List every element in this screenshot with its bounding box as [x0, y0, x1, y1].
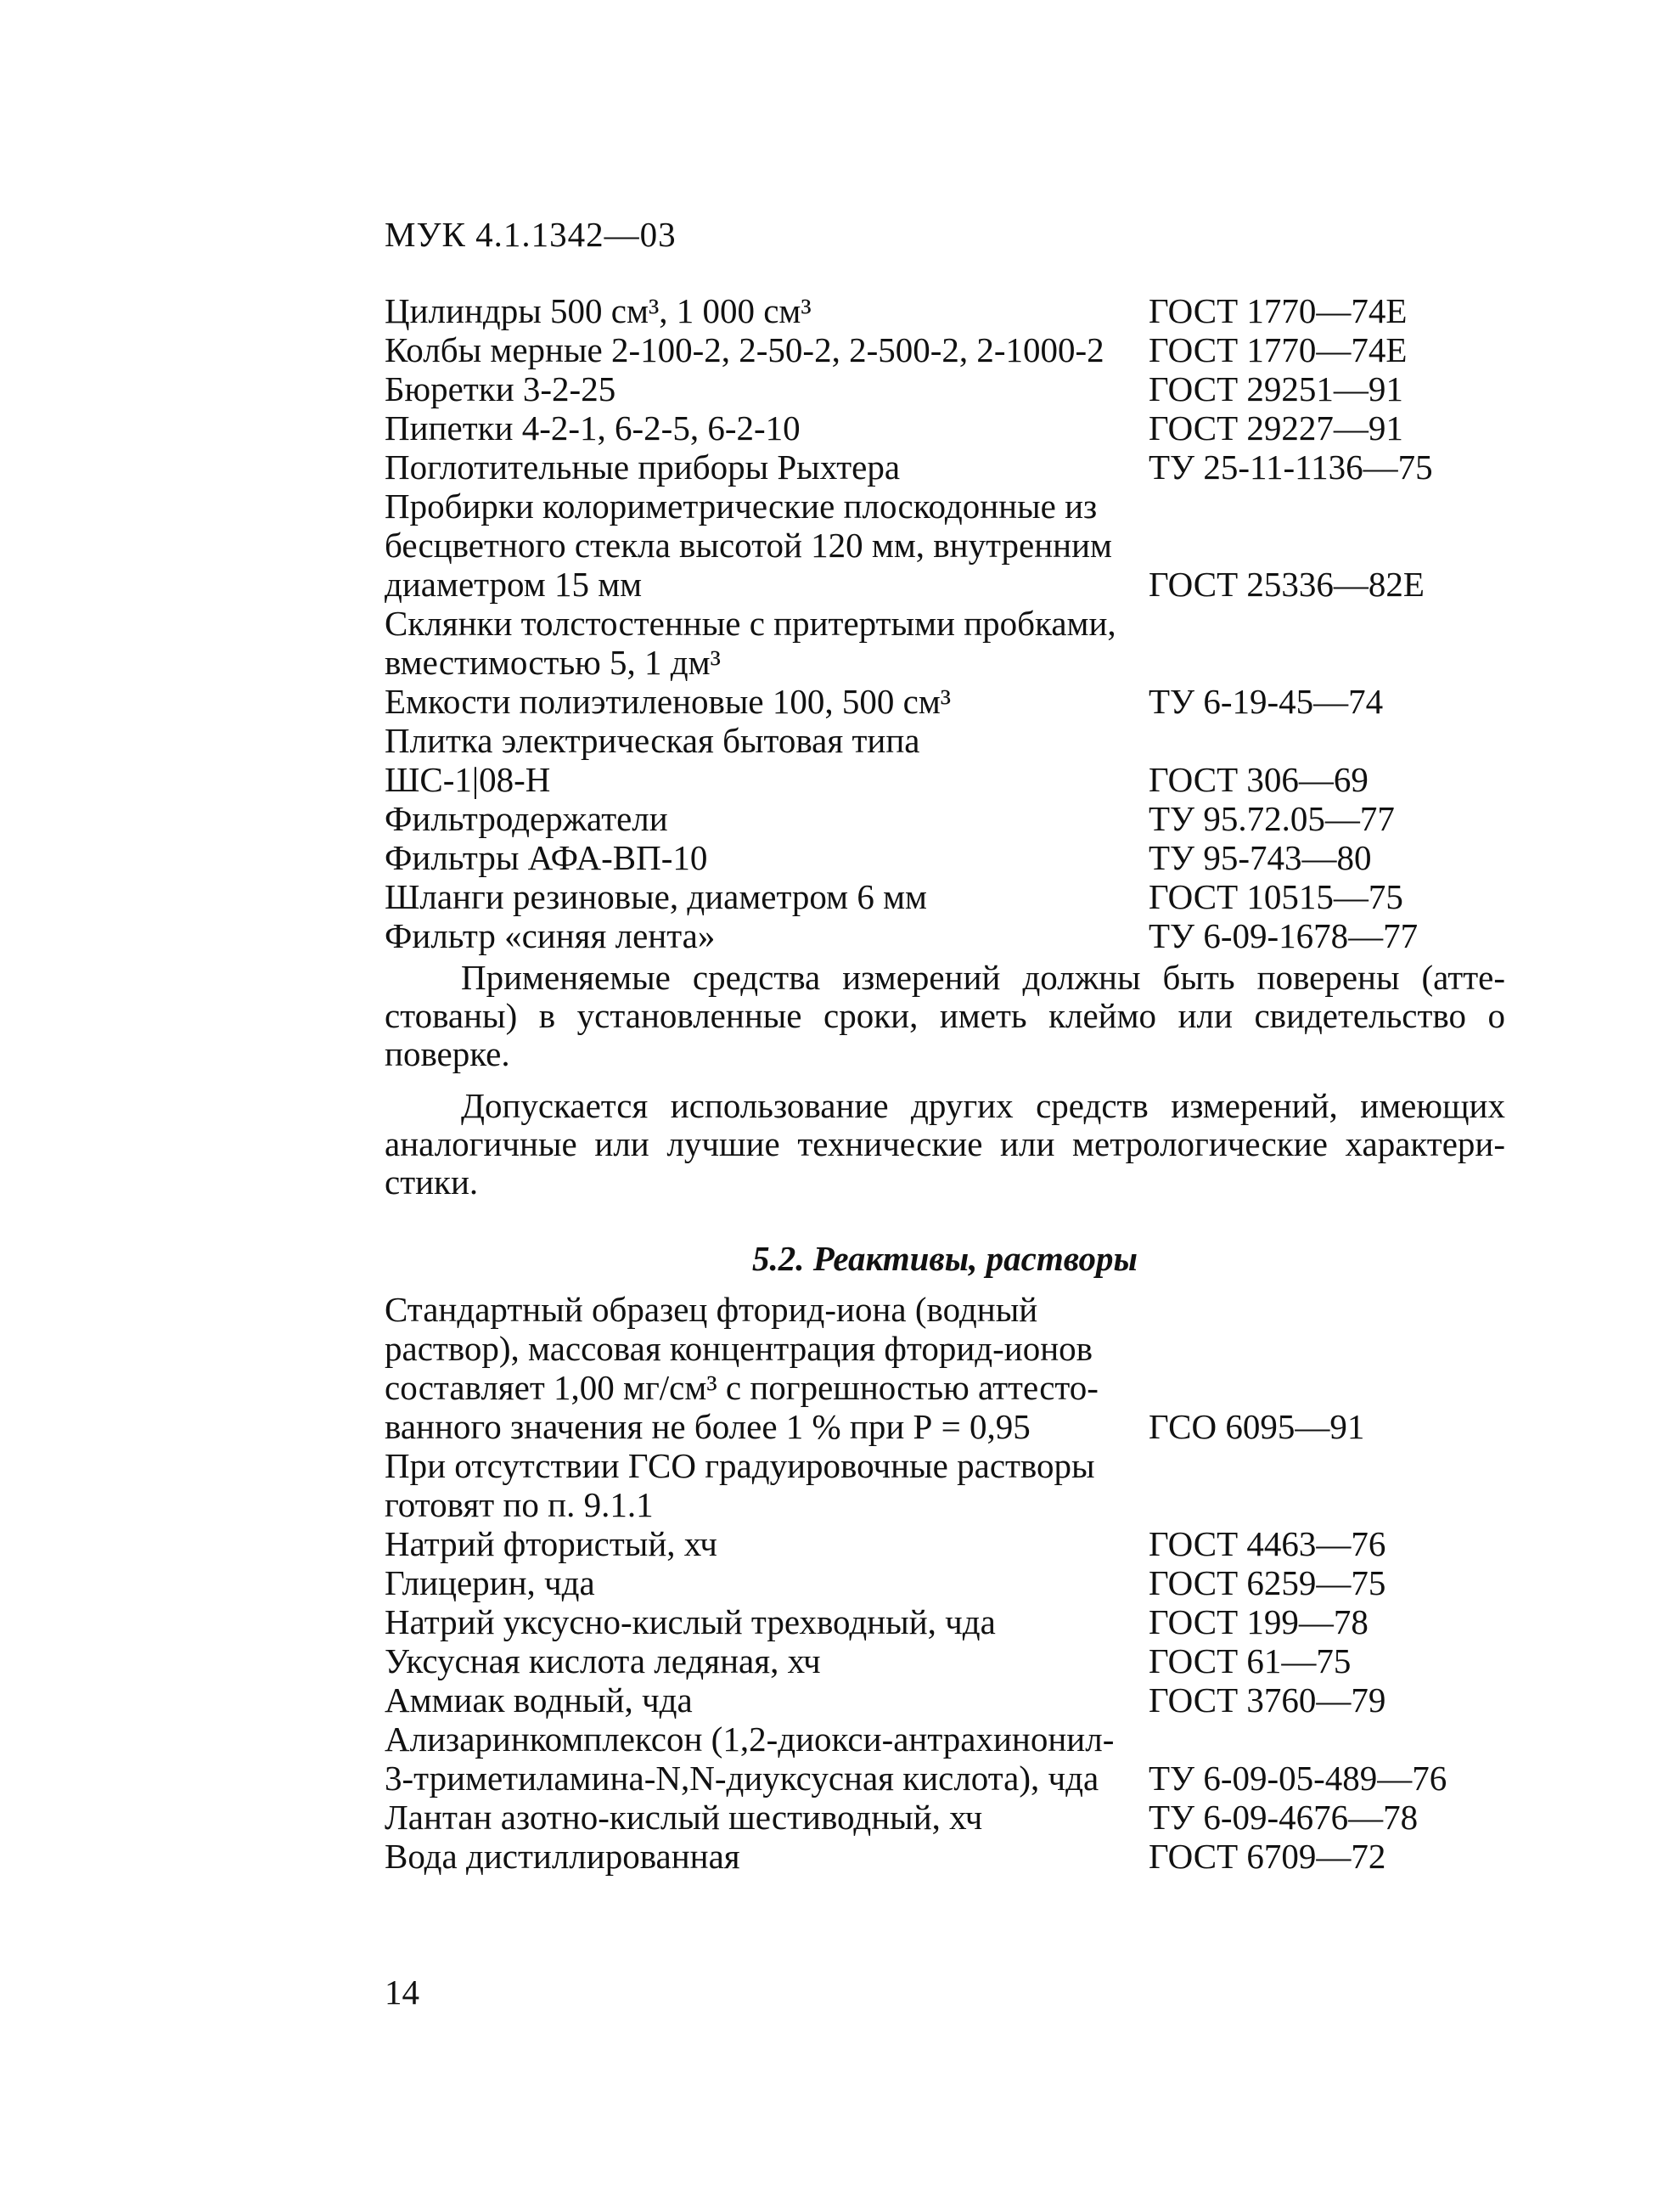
reagents-list — [385, 1290, 1505, 1876]
section-title: 5.2. Реактивы, растворы — [752, 1239, 1138, 1278]
reagent-row — [385, 1524, 1505, 1563]
equipment-item: Емкости полиэтиленовые 100, 500 см³ — [385, 682, 952, 721]
reagent-row — [385, 1798, 1505, 1837]
reagent-row — [385, 1720, 1505, 1798]
equipment-item: Шланги резиновые, диаметром 6 мм — [385, 877, 927, 916]
equipment-item: Плитка электрическая бытовая типа ШС-1|08-Н — [385, 721, 920, 799]
equipment-row — [385, 877, 1505, 916]
reagent-row — [385, 1602, 1505, 1641]
equipment-row — [385, 330, 1505, 369]
equipment-list — [385, 291, 1505, 955]
equipment-row — [385, 408, 1505, 447]
equipment-item: Цилиндры 500 см³, 1 000 см³ — [385, 291, 812, 330]
equipment-standard: ГОСТ 29251—91 — [1149, 369, 1403, 408]
equipment-row — [385, 916, 1505, 955]
equipment-item: Фильтродержатели — [385, 799, 668, 838]
equipment-standard: ГОСТ 306—69 — [1149, 760, 1369, 799]
equipment-item: Фильтры АФА-ВП-10 — [385, 838, 708, 877]
reagent-item: Аммиак водный, чда — [385, 1680, 693, 1720]
equipment-row — [385, 799, 1505, 838]
equipment-row — [385, 447, 1505, 487]
reagent-standard: ТУ 6-09-05-489—76 — [1149, 1759, 1447, 1798]
equipment-standard: ГОСТ 1770—74Е — [1149, 330, 1408, 369]
equipment-row — [385, 838, 1505, 877]
equipment-standard: ГОСТ 29227—91 — [1149, 408, 1403, 447]
reagent-standard: ГОСТ 3760—79 — [1149, 1680, 1386, 1720]
page-content — [385, 291, 1505, 1876]
reagent-standard: ГОСТ 4463—76 — [1149, 1524, 1386, 1563]
reagent-item: Уксусная кислота ледяная, хч — [385, 1641, 821, 1680]
reagent-row — [385, 1563, 1505, 1602]
equipment-item: Поглотительные приборы Рыхтера — [385, 447, 901, 487]
reagent-item: При отсутствии ГСО градуировочные растворы готовят по п. 9.1.1 — [385, 1446, 1095, 1524]
document-code-header: МУК 4.1.1342—03 — [385, 215, 677, 254]
equipment-standard: ТУ 95-743—80 — [1149, 838, 1372, 877]
equipment-item: Бюретки 3-2-25 — [385, 369, 616, 408]
reagent-standard: ГОСТ 6709—72 — [1149, 1837, 1386, 1876]
reagent-item: Лантан азотно-кислый шестиводный, хч — [385, 1798, 983, 1837]
alternatives-paragraph: Допускается использование других средств измерений, имеющих аналогичные или лучшие технические или метрологические характеристики. — [385, 1086, 1505, 1202]
equipment-row — [385, 291, 1505, 330]
reagent-standard: ГОСТ 199—78 — [1149, 1602, 1369, 1641]
equipment-item: Пробирки колориметрические плоскодонные из бесцветного стекла высотой 120 мм, внутренним диаметром 15 мм — [385, 487, 1112, 604]
equipment-row — [385, 721, 1505, 799]
reagent-row — [385, 1446, 1505, 1524]
reagent-item: Натрий уксусно-кислый трехводный, чда — [385, 1602, 996, 1641]
reagent-item: Вода дистиллированная — [385, 1837, 740, 1876]
reagent-standard: ГОСТ 61—75 — [1149, 1641, 1352, 1680]
reagent-standard: ТУ 6-09-4676—78 — [1149, 1798, 1419, 1837]
equipment-standard: ГОСТ 25336—82Е — [1149, 565, 1425, 604]
equipment-item: Пипетки 4-2-1, 6-2-5, 6-2-10 — [385, 408, 801, 447]
reagent-row — [385, 1290, 1505, 1446]
reagent-item: Стандартный образец фторид-иона (водный раствор), массовая концентрация фторид-ионов составляет 1,00 мг/см³ с погрешностью аттесто- ванного значения не более 1 % при Р = 0,95 — [385, 1290, 1099, 1446]
equipment-standard: ТУ 25-11-1136—75 — [1149, 447, 1433, 487]
equipment-standard: ГОСТ 1770—74Е — [1149, 291, 1408, 330]
equipment-row — [385, 682, 1505, 721]
reagent-standard: ГСО 6095—91 — [1149, 1407, 1365, 1446]
reagent-row — [385, 1680, 1505, 1720]
reagent-item: Ализаринкомплексон (1,2-диокси-антрахинонил- 3-триметиламина-N,N-диуксусная кислота), чда — [385, 1720, 1115, 1798]
equipment-row — [385, 369, 1505, 408]
page-number: 14 — [385, 1973, 419, 2012]
equipment-row — [385, 604, 1505, 682]
verification-paragraph: Применяемые средства измерений должны быть поверены (аттестованы) в установленные сроки, иметь клеймо или свидетельство о поверке. — [385, 958, 1505, 1073]
equipment-row — [385, 487, 1505, 604]
equipment-standard: ТУ 95.72.05—77 — [1149, 799, 1395, 838]
equipment-standard: ТУ 6-19-45—74 — [1149, 682, 1384, 721]
equipment-item: Фильтр «синяя лента» — [385, 916, 716, 955]
equipment-item: Колбы мерные 2-100-2, 2-50-2, 2-500-2, 2-1000-2 — [385, 330, 1104, 369]
equipment-standard: ГОСТ 10515—75 — [1149, 877, 1403, 916]
reagent-item: Глицерин, чда — [385, 1563, 595, 1602]
equipment-item: Склянки толстостенные с притертыми пробками, вместимостью 5, 1 дм³ — [385, 604, 1116, 682]
reagent-item: Натрий фтористый, хч — [385, 1524, 717, 1563]
equipment-standard: ТУ 6-09-1678—77 — [1149, 916, 1419, 955]
reagent-standard: ГОСТ 6259—75 — [1149, 1563, 1386, 1602]
reagent-row — [385, 1641, 1505, 1680]
reagent-row — [385, 1837, 1505, 1876]
